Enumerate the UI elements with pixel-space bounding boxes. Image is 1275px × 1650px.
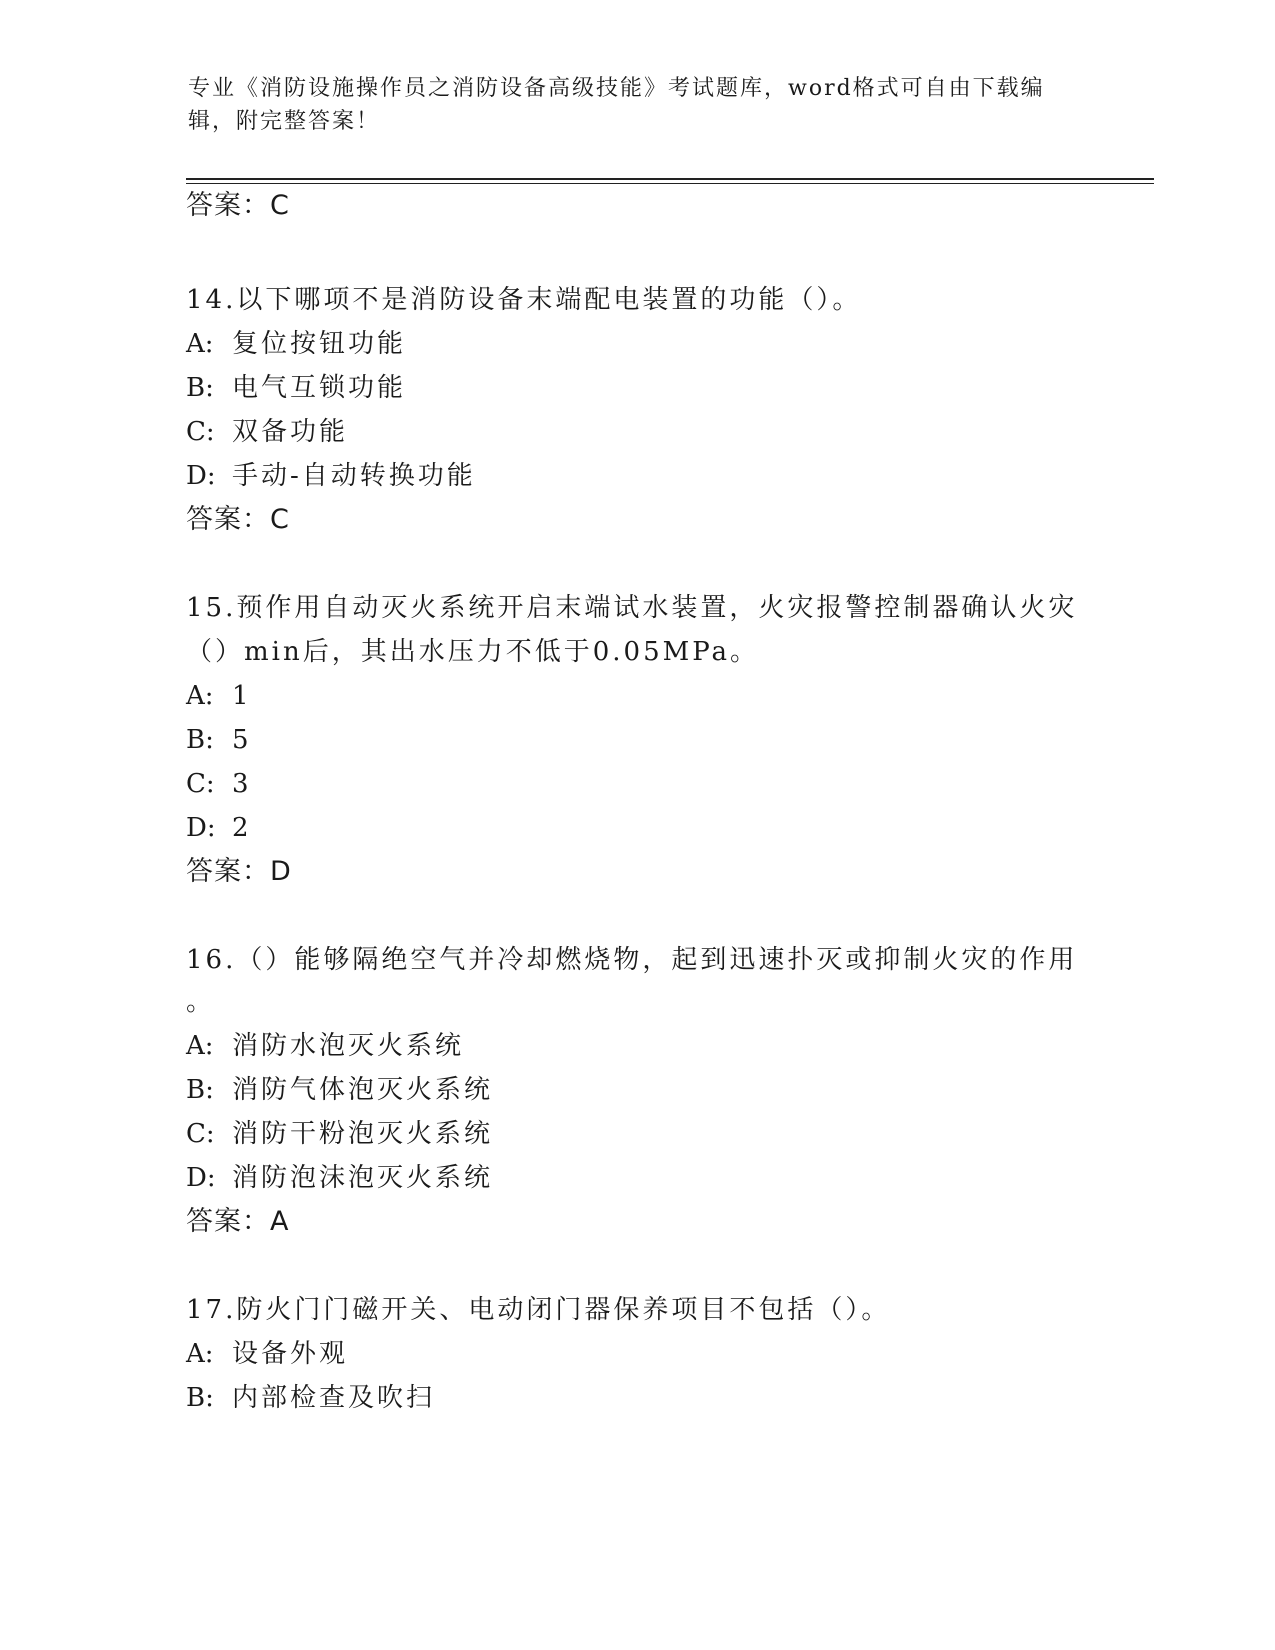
option-c: [186, 416, 348, 448]
question-stem-continued: 。: [186, 987, 216, 1017]
option-text: 手动-自动转换功能: [232, 461, 476, 491]
answer-line: 答案：C: [186, 504, 290, 535]
option-c: [186, 1118, 493, 1150]
option-text: 1: [232, 681, 252, 711]
option-text: 设备外观: [232, 1339, 349, 1369]
question-stem: 15.预作用自动灭火系统开启末端试水装置，火灾报警控制器确认火灾: [186, 593, 1078, 623]
question-stem: 16.（）能够隔绝空气并冷却燃烧物，起到迅速扑灭或抑制火灾的作用: [186, 945, 1078, 975]
option-d: [186, 1162, 493, 1194]
option-text: 消防气体泡灭火系统: [232, 1075, 494, 1105]
option-b: [186, 1382, 435, 1414]
option-text: 5: [232, 725, 252, 755]
question-stem: 17.防火门门磁开关、电动闭门器保养项目不包括（）。: [186, 1295, 891, 1325]
option-label: A:: [186, 681, 214, 711]
option-d: [186, 460, 476, 492]
option-label: B:: [186, 1075, 214, 1105]
option-a: [186, 680, 252, 712]
option-label: B:: [186, 725, 214, 755]
option-c: [186, 768, 252, 800]
option-text: 内部检查及吹扫: [232, 1383, 436, 1413]
option-label: C:: [186, 1119, 215, 1149]
option-b: [186, 372, 406, 404]
document-header: 专业《消防设施操作员之消防设备高级技能》考试题库，word格式可自由下载编辑，附完整答案！: [188, 76, 1045, 134]
option-label: C:: [186, 769, 215, 799]
option-label: A:: [186, 1031, 214, 1061]
option-label: A:: [186, 1339, 214, 1369]
option-b: [186, 1074, 493, 1106]
option-text: 电气互锁功能: [232, 373, 407, 403]
option-text: 复位按钮功能: [232, 329, 407, 359]
answer-line: 答案：D: [186, 856, 292, 887]
option-text: 2: [232, 813, 252, 843]
option-label: C:: [186, 417, 215, 447]
option-text: 消防干粉泡灭火系统: [232, 1119, 494, 1149]
question-stem: 14.以下哪项不是消防设备末端配电装置的功能（）。: [186, 285, 862, 315]
option-label: A:: [186, 329, 214, 359]
option-text: 双备功能: [232, 417, 349, 447]
option-a: [186, 328, 406, 360]
option-label: B:: [186, 373, 214, 403]
header-rule-thin: [186, 183, 1154, 184]
option-label: D:: [186, 1163, 216, 1193]
answer-line: 答案：A: [186, 1206, 290, 1237]
question-stem-continued: （）min后，其出水压力不低于0.05MPa。: [186, 637, 760, 667]
option-a: [186, 1338, 348, 1370]
answer-line: 答案：C: [186, 190, 290, 221]
header-rule-thick: [186, 178, 1154, 180]
option-a: [186, 1030, 464, 1062]
option-text: 消防泡沫泡灭火系统: [232, 1163, 494, 1193]
option-text: 消防水泡灭火系统: [232, 1031, 465, 1061]
option-label: D:: [186, 813, 216, 843]
option-text: 3: [232, 769, 252, 799]
option-label: D:: [186, 461, 216, 491]
option-label: B:: [186, 1383, 214, 1413]
option-d: [186, 812, 252, 844]
option-b: [186, 724, 252, 756]
